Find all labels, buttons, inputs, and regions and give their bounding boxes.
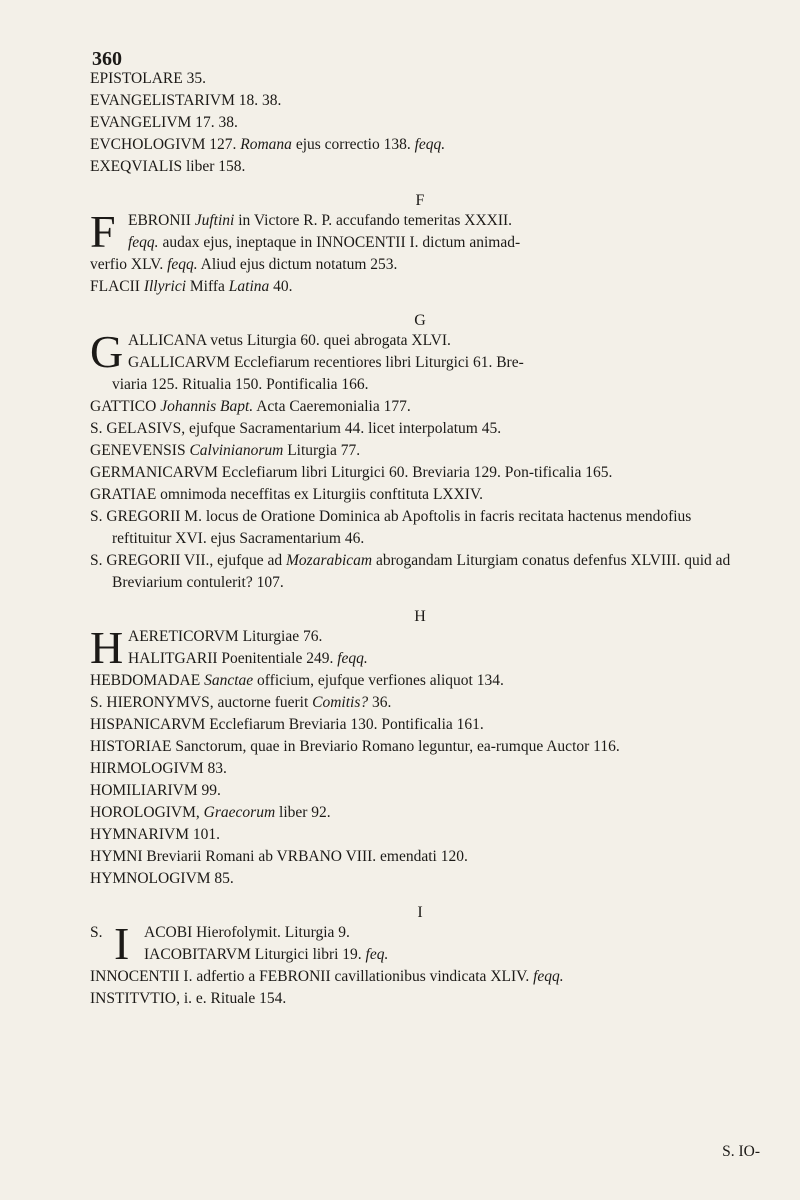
section-letter-h: H [414,608,426,625]
index-entry: FLACII Illyrici Miffa Latina 40. [90,278,293,295]
index-entry: GRATIAE omnimoda neceffitas ex Liturgiis conftituta LXXIV. [90,486,484,503]
section-f-lead [90,206,750,257]
index-entry: EPISTOLARE 35. [90,70,206,87]
section-letter-g: G [414,312,426,329]
index-entry: INNOCENTII I. adfertio a FEBRONII cavillationibus vindicata XLIV. feqq. [90,968,564,985]
index-entry: HOROLOGIVM, Graecorum liber 92. [90,804,331,821]
index-entry: HYMNARIVM 101. [90,826,221,843]
index-line: GALLICARVM Ecclefiarum recentiores libri Liturgici 61. Bre- [128,354,524,371]
index-line: ALLICANA vetus Liturgia 60. quei abrogata XLVI. [128,332,451,349]
section-g-lead [90,326,750,377]
section-letter-i: I [417,904,423,921]
saint-prefix: S. [90,924,103,941]
index-entry: GERMANICARVM Ecclefiarum libri Liturgici 60. Breviaria 129. Pon-tificalia 165. [90,464,613,481]
dropcap-i: I [114,918,130,969]
section-h-lead [90,622,750,673]
index-entry: EXEQVIALIS liber 158. [90,158,246,175]
index-entry: HISTORIAE Sanctorum, quae in Breviario Romano leguntur, ea-rumque Auctor 116. [90,738,620,755]
index-entry: GATTICO Johannis Bapt. Acta Caeremonialia 177. [90,398,411,415]
index-line: EBRONII Juftini in Victore R. P. accufando temeritas XXXII. [128,212,513,229]
index-entry: S. GELASIVS, ejufque Sacramentarium 44. licet interpolatum 45. [90,420,502,437]
catchword: S. IO- [722,1143,760,1160]
index-entry: INSTITVTIO, i. e. Rituale 154. [90,990,287,1007]
dropcap-h: H [90,622,124,673]
index-entry: HEBDOMADAE Sanctae officium, ejufque verfiones aliquot 134. [90,672,504,689]
index-entry: HISPANICARVM Ecclefiarum Breviaria 130. Pontificalia 161. [90,716,484,733]
dropcap-g: G [90,326,124,377]
index-entry: HYMNOLOGIVM 85. [90,870,234,887]
index-entry: HYMNI Breviarii Romani ab VRBANO VIII. emendati 120. [90,848,468,865]
index-entry: S. GREGORII M. locus de Oratione Dominica ab Apoftolis in facris recitata hactenus mendofius reftituitur XVI. ejus Sacramentarium 46. [90,508,692,547]
index-entry: HOMILIARIVM 99. [90,782,221,799]
index-entry: EVANGELISTARIVM 18. 38. [90,92,282,109]
index-line: verfio XLV. feqq. Aliud ejus dictum notatum 253. [90,256,398,273]
index-line: ACOBI Hierofolymit. Liturgia 9. [144,924,350,941]
index-line: feqq. audax ejus, ineptaque in INNOCENTII I. dictum animad- [128,234,521,251]
section-i-lead [90,918,750,969]
index-entry: S. HIERONYMVS, auctorne fuerit Comitis? 36. [90,694,392,711]
top-entries [90,68,750,178]
index-line: HALITGARII Poenitentiale 249. feqq. [128,650,368,667]
index-content [90,68,750,1010]
index-entry: HIRMOLOGIVM 83. [90,760,227,777]
index-entry: EVANGELIVM 17. 38. [90,114,238,131]
section-letter-f: F [415,192,425,209]
index-line: IACOBITARVM Liturgici libri 19. feq. [144,946,389,963]
index-line: viaria 125. Ritualia 150. Pontificalia 166. [112,376,369,393]
index-entry: S. GREGORII VII., ejufque ad Mozarabicam abrogandam Liturgiam conatus defenfus XLVIII. quid ad Breviarium contulerit? 107. [90,552,731,591]
page-number: 360 [92,48,122,70]
index-entry: EVCHOLOGIVM 127. Romana ejus correctio 138. feqq. [90,136,446,153]
index-entry: GENEVENSIS Calvinianorum Liturgia 77. [90,442,361,459]
index-line: AERETICORVM Liturgiae 76. [128,628,323,645]
dropcap-f: F [90,206,116,257]
